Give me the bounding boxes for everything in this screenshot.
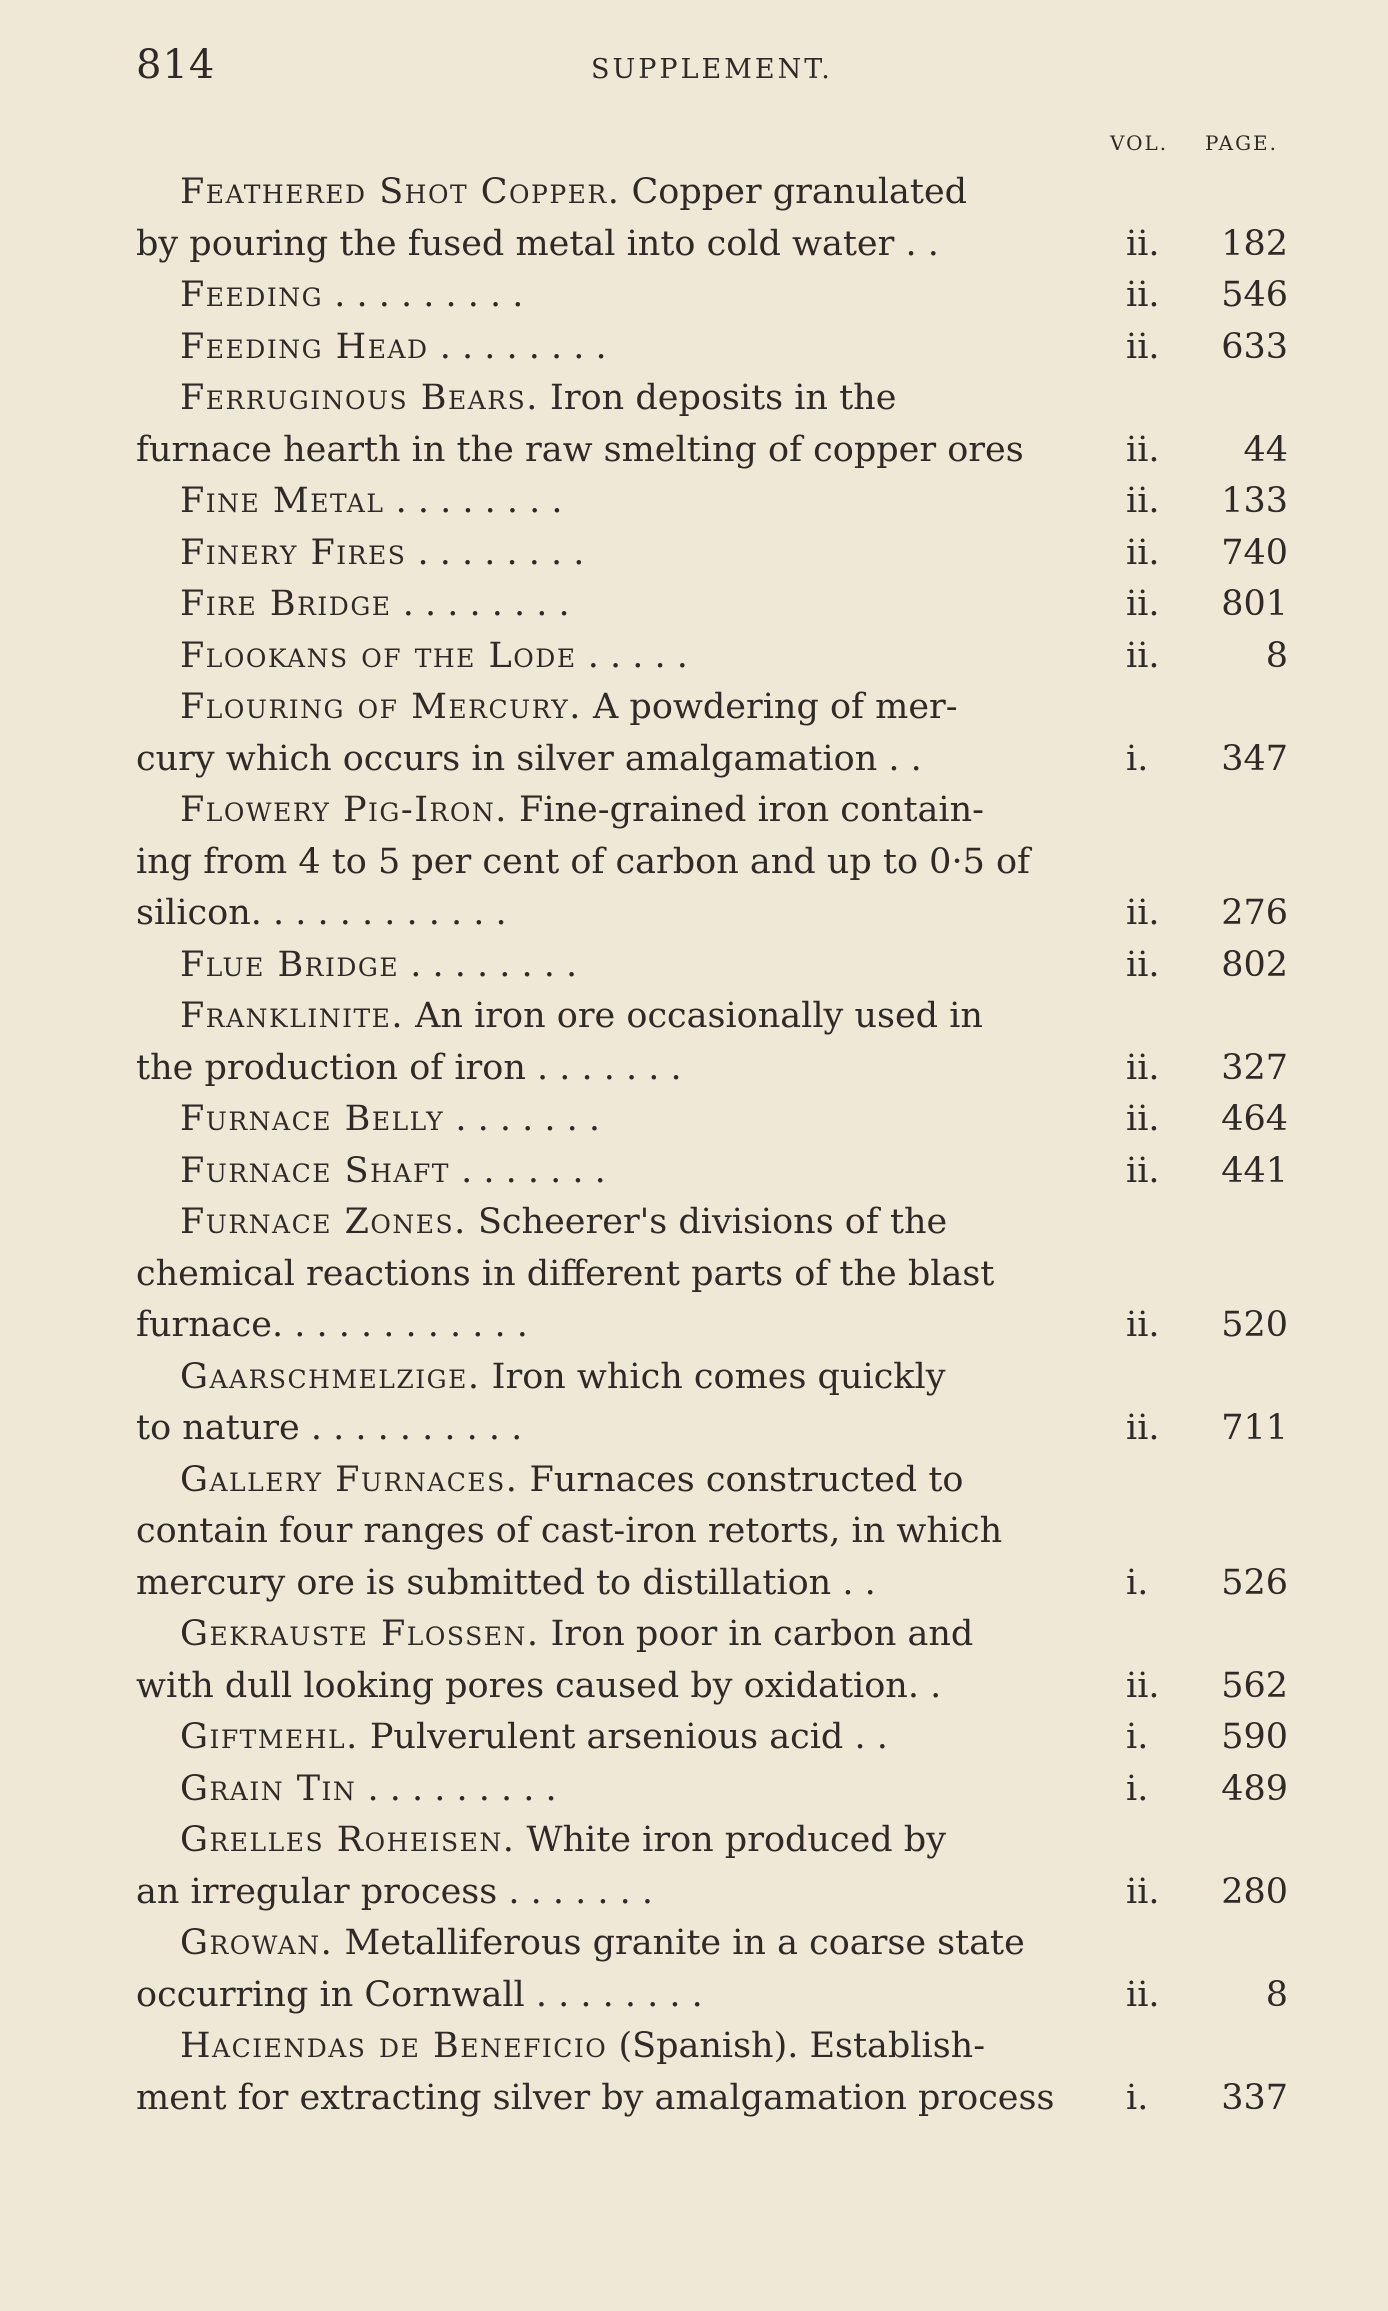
entry-page: 441: [1221, 1150, 1288, 1191]
entry-definition: an irregular process . . . . . . .: [136, 1871, 653, 1912]
entry-volume: ii.: [1126, 1305, 1160, 1345]
glossary-entry: [136, 991, 1288, 1094]
entry-line-text: [136, 579, 1084, 631]
entry-line: [136, 1352, 1288, 1404]
entry-line-text: [136, 1918, 1084, 1970]
entry-volume: ii.: [1126, 1871, 1160, 1912]
entry-page: 133: [1221, 481, 1288, 521]
entry-line-text: [136, 940, 1084, 992]
page-header: [136, 42, 1236, 92]
entry-term: Gekrauste Flossen.: [180, 1614, 540, 1654]
entry-line-text: [136, 1867, 1084, 1919]
entry-page: 464: [1221, 1099, 1288, 1139]
glossary-entry: [136, 785, 1288, 940]
entry-definition: . . . . . . .: [455, 1099, 600, 1139]
entry-line-text: [136, 785, 1084, 837]
entry-page: 740: [1221, 532, 1288, 573]
entry-line: [136, 1455, 1288, 1507]
entry-line: [136, 2021, 1288, 2073]
entry-line: [136, 1043, 1288, 1095]
entry-line-text: [136, 322, 1084, 374]
entry-definition: Metalliferous granite in a coarse state: [344, 1923, 1025, 1963]
entry-term: Gallery Furnaces.: [180, 1459, 519, 1500]
entry-line-text: [136, 1455, 1084, 1507]
entry-definition: occurring in Cornwall . . . . . . . .: [136, 1974, 703, 2015]
entry-line-text: [136, 219, 1084, 271]
entry-page: 327: [1221, 1047, 1288, 1088]
entry-line: [136, 1918, 1288, 1970]
entry-term: Furnace Zones.: [180, 1202, 467, 1242]
glossary-entry: [136, 322, 1288, 374]
entry-definition: Fine-grained iron contain-: [519, 790, 984, 830]
entry-line: [136, 1712, 1288, 1764]
entry-line-text: [136, 373, 1084, 425]
page-column-heading: PAGE.: [1205, 131, 1278, 155]
entry-definition: . . . . . . . .: [410, 944, 578, 985]
entry-definition: . . . . . . . .: [402, 584, 570, 624]
entry-line: [136, 734, 1288, 786]
entry-line: [136, 322, 1288, 374]
entry-volume: ii.: [1126, 944, 1160, 985]
entry-term: Flouring of Mercury.: [180, 687, 582, 727]
entry-definition: . . . . .: [587, 635, 688, 676]
entry-definition: Pulverulent arsenious acid . .: [369, 1717, 888, 1757]
entry-volume: ii.: [1126, 1150, 1160, 1191]
entry-line-text: [136, 1300, 1084, 1352]
entry-line: [136, 1146, 1288, 1198]
entry-definition: An iron ore occasionally used in: [415, 996, 983, 1036]
entry-term: Feeding: [180, 275, 324, 315]
entry-page: 8: [1265, 1974, 1288, 2015]
entry-definition: Furnaces constructed to: [529, 1459, 964, 1500]
entry-definition: . . . . . . .: [461, 1150, 606, 1191]
entry-term: Fire Bridge: [180, 584, 392, 624]
entry-line-text: [136, 1352, 1084, 1404]
entry-line-text: [136, 1043, 1084, 1095]
entry-line: [136, 579, 1288, 631]
entry-line: [136, 373, 1288, 425]
entry-definition: Scheerer's divisions of the: [477, 1202, 948, 1242]
glossary-entry: [136, 1764, 1288, 1816]
entry-definition: contain four ranges of cast-iron retorts, in which: [136, 1511, 1003, 1551]
entry-term: Giftmehl.: [180, 1717, 359, 1757]
entry-definition: the production of iron . . . . . . .: [136, 1047, 682, 1088]
entry-line: [136, 1558, 1288, 1610]
page-number: 814: [136, 42, 216, 88]
entry-page: 276: [1221, 893, 1288, 933]
entry-line: [136, 1197, 1288, 1249]
entry-line-text: [136, 682, 1084, 734]
entry-page: 347: [1221, 738, 1288, 779]
entry-line: [136, 837, 1288, 889]
running-title: SUPPLEMENT.: [591, 54, 833, 85]
entry-definition: furnace. . . . . . . . . . . .: [136, 1305, 528, 1345]
entry-line-text: [136, 734, 1084, 786]
entry-volume: ii.: [1126, 1974, 1160, 2015]
entry-volume: ii.: [1126, 532, 1160, 573]
entry-line-text: [136, 1970, 1084, 2022]
entry-line: [136, 425, 1288, 477]
entry-term: Feathered Shot Copper.: [180, 172, 621, 212]
entry-definition: furnace hearth in the raw smelting of copper ores: [136, 429, 1024, 470]
entry-term: Furnace Shaft: [180, 1150, 450, 1191]
entry-line: [136, 682, 1288, 734]
entry-definition: . . . . . . . .: [439, 326, 607, 367]
entry-volume: ii.: [1126, 223, 1160, 264]
entry-line-text: [136, 991, 1084, 1043]
entry-line: [136, 476, 1288, 528]
entry-line: [136, 1249, 1288, 1301]
entry-term: Flue Bridge: [180, 944, 400, 985]
entry-line-text: [136, 631, 1084, 683]
entry-volume: ii.: [1126, 481, 1160, 521]
glossary-entry: [136, 476, 1288, 528]
entry-line: [136, 167, 1288, 219]
entry-definition: White iron produced by: [526, 1820, 946, 1860]
entry-volume: ii.: [1126, 275, 1160, 315]
entry-page: 280: [1221, 1871, 1288, 1912]
entry-line-text: [136, 1558, 1084, 1610]
entry-page: 520: [1221, 1305, 1288, 1345]
entry-page: 711: [1221, 1408, 1288, 1448]
glossary-entry: [136, 1712, 1288, 1764]
entry-term: Feeding Head: [180, 326, 429, 367]
entry-line-text: [136, 1712, 1084, 1764]
entry-volume: ii.: [1126, 893, 1160, 933]
entry-line: [136, 1764, 1288, 1816]
entry-volume: ii.: [1126, 1665, 1160, 1706]
glossary-entry: [136, 1094, 1288, 1146]
entry-page: 801: [1221, 584, 1288, 624]
entry-volume: ii.: [1126, 1099, 1160, 1139]
entry-definition: silicon. . . . . . . . . . . .: [136, 893, 507, 933]
entry-page: 562: [1221, 1665, 1288, 1706]
glossary-entry: [136, 1815, 1288, 1918]
entry-line: [136, 2073, 1288, 2125]
entry-term: Gaarschmelzige.: [180, 1356, 481, 1397]
entry-term: Furnace Belly: [180, 1099, 445, 1139]
entry-page: 8: [1265, 635, 1288, 676]
entry-page: 526: [1221, 1562, 1288, 1603]
entry-line-text: [136, 1764, 1084, 1816]
entry-line-text: [136, 2073, 1084, 2125]
entry-term: Fine Metal: [180, 481, 385, 521]
entry-page: 44: [1243, 429, 1288, 470]
entry-term: Grelles Roheisen.: [180, 1820, 516, 1860]
entry-line-text: [136, 888, 1084, 940]
column-headings: [1095, 131, 1295, 161]
entry-term: Growan.: [180, 1923, 334, 1963]
glossary-entry: [136, 1197, 1288, 1352]
entry-volume: i.: [1126, 2077, 1149, 2118]
entry-term: Grain Tin: [180, 1768, 357, 1809]
entry-volume: i.: [1126, 1768, 1149, 1809]
glossary-entry: [136, 1918, 1288, 2021]
entry-line-text: [136, 1197, 1084, 1249]
entry-line-text: [136, 1506, 1084, 1558]
entry-line: [136, 1094, 1288, 1146]
glossary-entries: [136, 167, 1288, 2124]
entry-volume: i.: [1126, 738, 1149, 779]
entry-line: [136, 888, 1288, 940]
entry-term: Franklinite.: [180, 996, 404, 1036]
entry-definition: Iron which comes quickly: [491, 1356, 946, 1397]
glossary-entry: [136, 579, 1288, 631]
entry-line: [136, 1815, 1288, 1867]
entry-page: 590: [1221, 1717, 1288, 1757]
entry-definition: (Spanish). Establish-: [618, 2026, 986, 2066]
entry-line-text: [136, 167, 1084, 219]
entry-definition: to nature . . . . . . . . . .: [136, 1408, 523, 1448]
entry-line-text: [136, 270, 1084, 322]
vol-column-heading: VOL.: [1110, 131, 1169, 155]
entry-page: 337: [1221, 2077, 1288, 2118]
entry-line: [136, 528, 1288, 580]
entry-definition: chemical reactions in different parts of the blast: [136, 1253, 995, 1294]
entry-line: [136, 1867, 1288, 1919]
entry-volume: ii.: [1126, 1408, 1160, 1448]
entry-line: [136, 1970, 1288, 2022]
entry-volume: ii.: [1126, 1047, 1160, 1088]
entry-line-text: [136, 1815, 1084, 1867]
glossary-entry: [136, 1146, 1288, 1198]
entry-definition: . . . . . . . . .: [334, 275, 524, 315]
entry-line: [136, 991, 1288, 1043]
entry-line-text: [136, 528, 1084, 580]
entry-definition: . . . . . . . .: [417, 532, 585, 573]
entry-line: [136, 785, 1288, 837]
entry-line-text: [136, 1403, 1084, 1455]
entry-term: Ferruginous Bears.: [180, 378, 539, 418]
entry-term: Haciendas de Beneficio: [180, 2026, 608, 2066]
entry-line-text: [136, 1609, 1084, 1661]
entry-line-text: [136, 1094, 1084, 1146]
entry-line: [136, 219, 1288, 271]
entry-line: [136, 1403, 1288, 1455]
glossary-entry: [136, 682, 1288, 785]
glossary-entry: [136, 2021, 1288, 2124]
entry-volume: ii.: [1126, 326, 1160, 367]
entry-definition: ing from 4 to 5 per cent of carbon and up to 0·5 of: [136, 841, 1030, 882]
glossary-entry: [136, 1609, 1288, 1712]
entry-page: 489: [1221, 1768, 1288, 1809]
entry-definition: by pouring the fused metal into cold water . .: [136, 223, 939, 264]
glossary-entry: [136, 528, 1288, 580]
entry-line-text: [136, 2021, 1084, 2073]
glossary-entry: [136, 1352, 1288, 1455]
entry-definition: cury which occurs in silver amalgamation . .: [136, 738, 922, 779]
glossary-entry: [136, 1455, 1288, 1610]
entry-definition: with dull looking pores caused by oxidation. .: [136, 1665, 942, 1706]
entry-term: Flookans of the Lode: [180, 635, 577, 676]
entry-page: 182: [1221, 223, 1288, 264]
glossary-entry: [136, 270, 1288, 322]
entry-line: [136, 631, 1288, 683]
entry-volume: ii.: [1126, 635, 1160, 676]
entry-definition: ment for extracting silver by amalgamation process: [136, 2077, 1055, 2118]
entry-line-text: [136, 425, 1084, 477]
glossary-entry: [136, 940, 1288, 992]
entry-line: [136, 1506, 1288, 1558]
entry-line: [136, 1300, 1288, 1352]
glossary-entry: [136, 167, 1288, 270]
entry-definition: Copper granulated: [631, 172, 968, 212]
glossary-entry: [136, 631, 1288, 683]
entry-definition: A powdering of mer-: [593, 687, 958, 727]
entry-volume: ii.: [1126, 584, 1160, 624]
entry-volume: i.: [1126, 1717, 1149, 1757]
entry-term: Flowery Pig-Iron.: [180, 790, 508, 830]
entry-definition: . . . . . . . .: [395, 481, 563, 521]
entry-page: 633: [1221, 326, 1288, 367]
entry-page: 546: [1221, 275, 1288, 315]
entry-line: [136, 940, 1288, 992]
entry-definition: . . . . . . . . .: [367, 1768, 557, 1809]
entry-line-text: [136, 837, 1084, 889]
entry-volume: i.: [1126, 1562, 1149, 1603]
entry-definition: Iron poor in carbon and: [550, 1614, 974, 1654]
glossary-entry: [136, 373, 1288, 476]
entry-line-text: [136, 476, 1084, 528]
entry-term: Finery Fires: [180, 532, 407, 573]
entry-line: [136, 1661, 1288, 1713]
entry-line-text: [136, 1146, 1084, 1198]
entry-line-text: [136, 1661, 1084, 1713]
entry-line-text: [136, 1249, 1084, 1301]
entry-line: [136, 1609, 1288, 1661]
entry-page: 802: [1221, 944, 1288, 985]
entry-definition: mercury ore is submitted to distillation . .: [136, 1562, 876, 1603]
entry-volume: ii.: [1126, 429, 1160, 470]
entry-definition: Iron deposits in the: [550, 378, 897, 418]
entry-line: [136, 270, 1288, 322]
